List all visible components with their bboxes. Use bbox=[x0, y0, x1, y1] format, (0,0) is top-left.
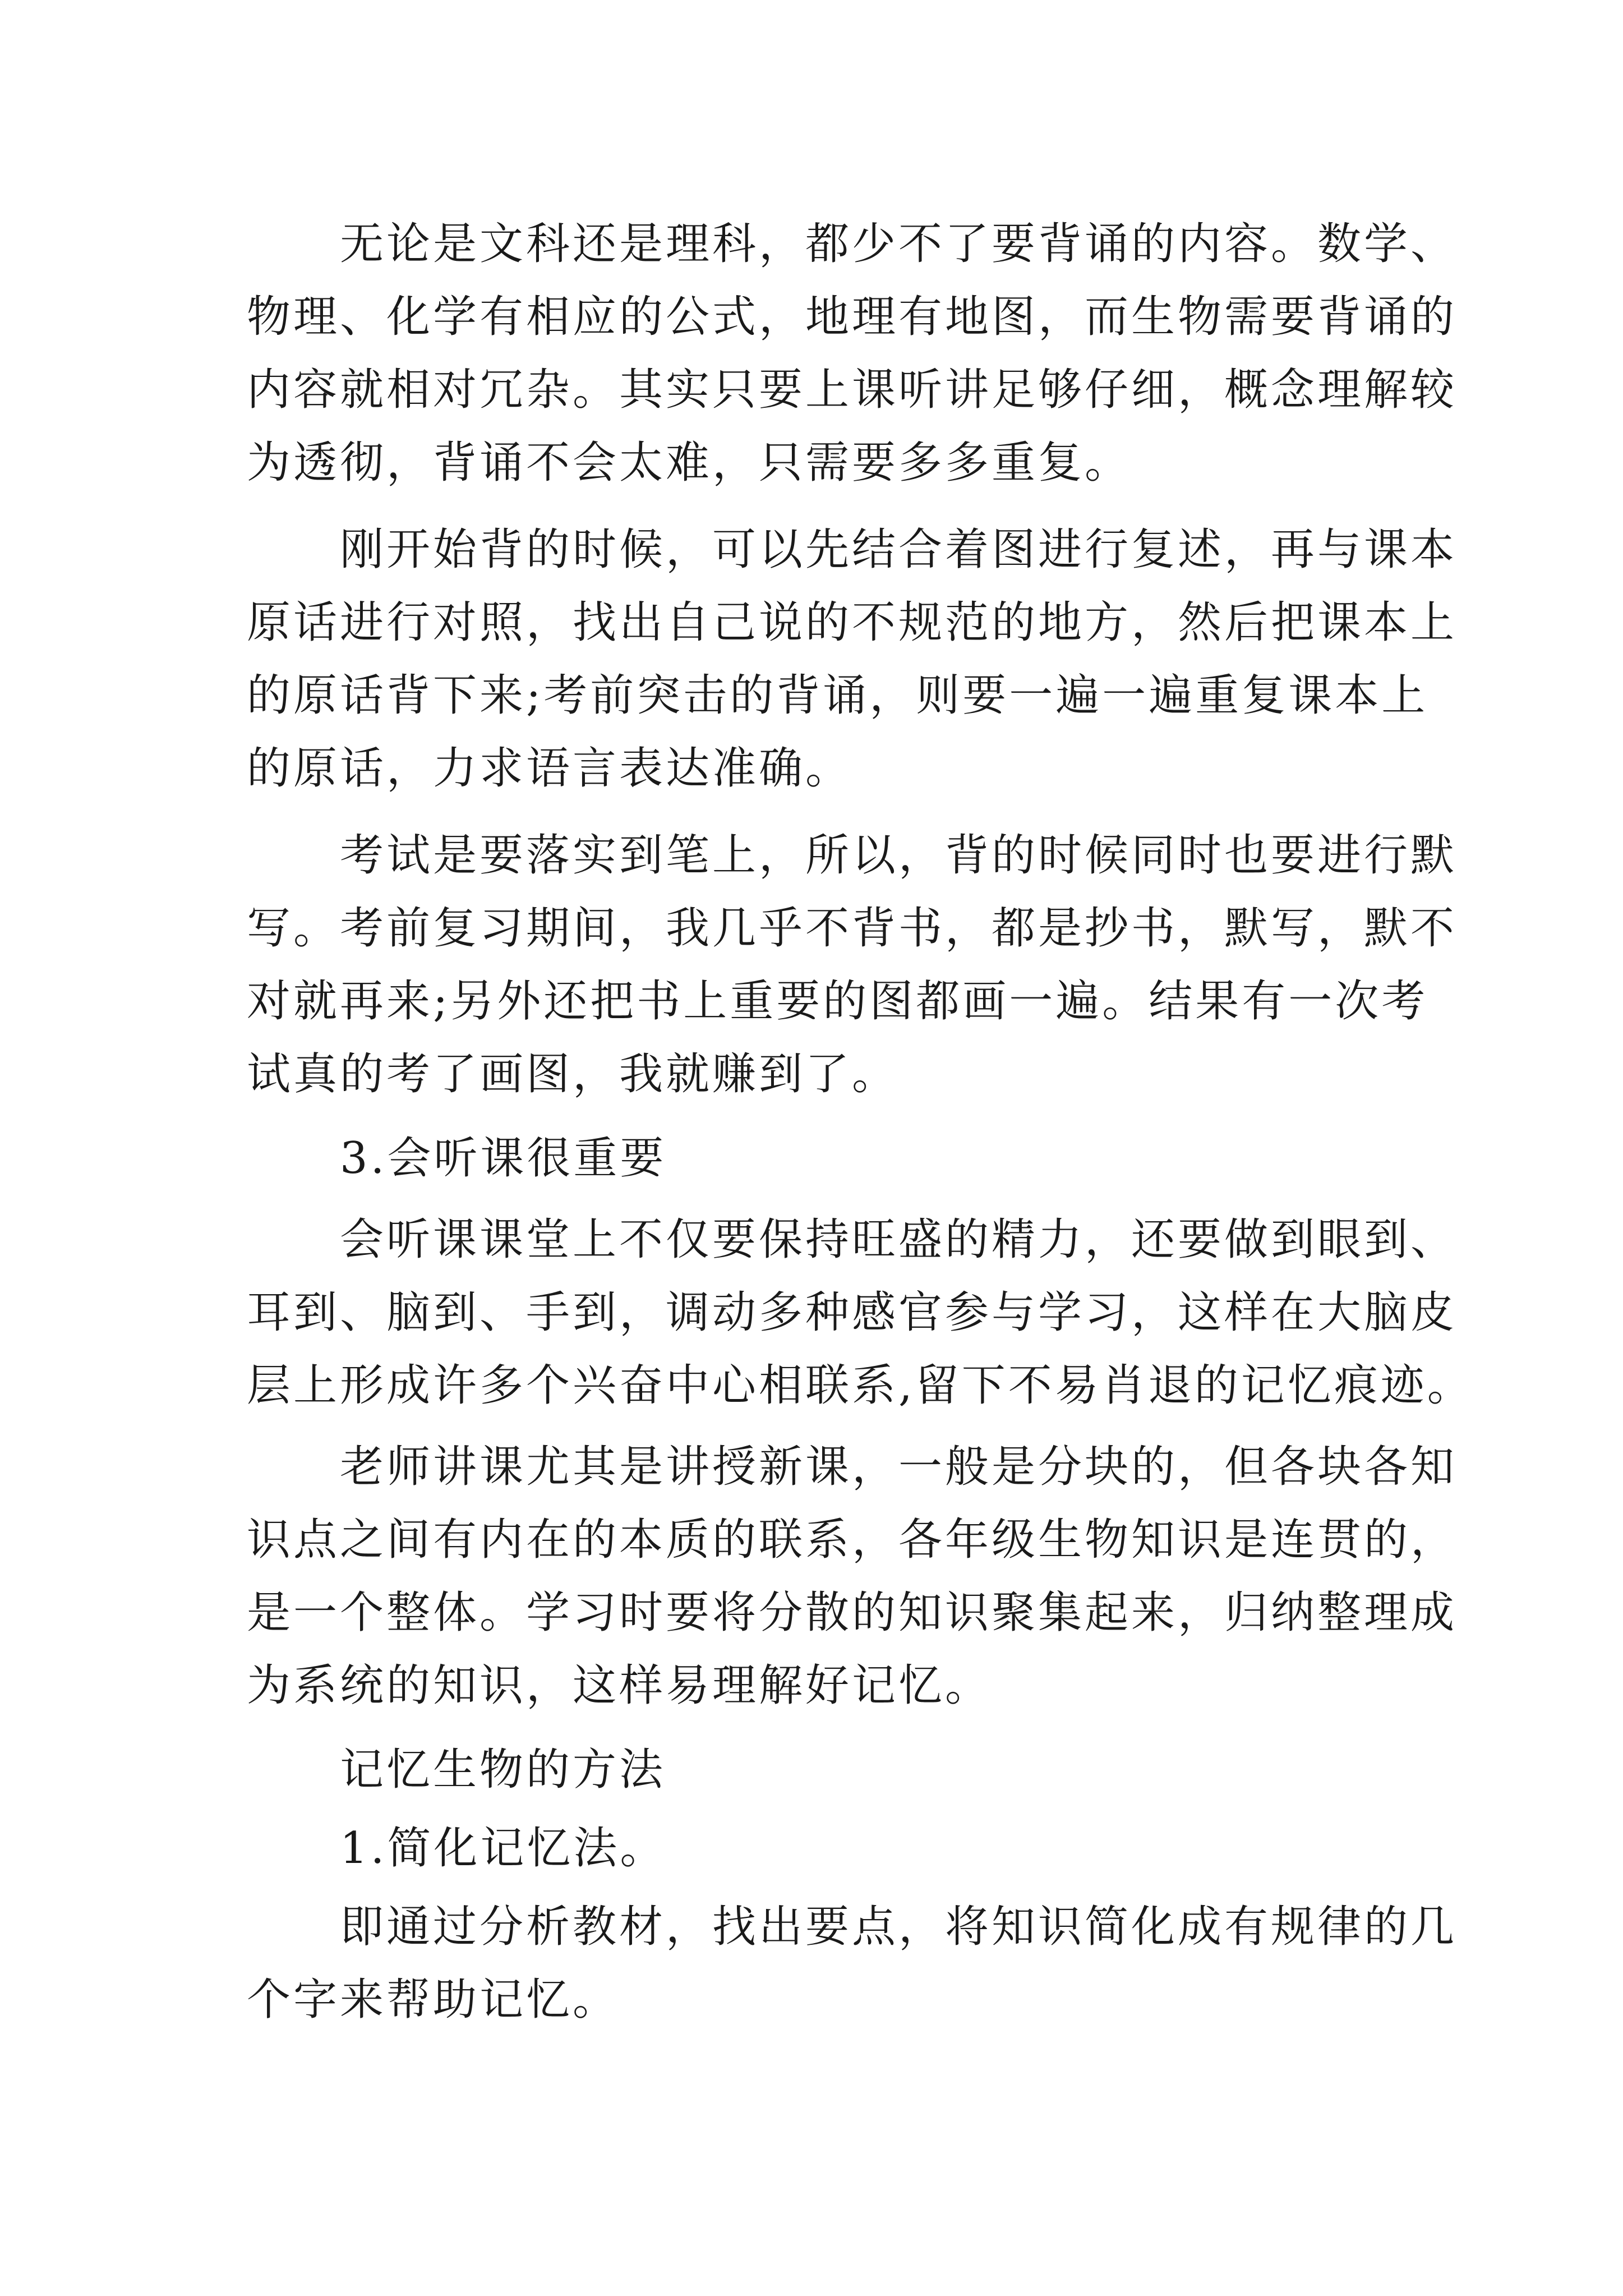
paragraph-line: 会听课课堂上不仅要保持旺盛的精力，还要做到眼到、 bbox=[247, 1214, 1458, 1265]
paragraph-line: 的原话背下来;考前突击的背诵，则要一遍一遍重复课本上 bbox=[247, 670, 1428, 721]
paragraph-line: 为透彻，背诵不会太难，只需要多多重复。 bbox=[247, 438, 1132, 488]
paragraph-line: 内容就相对冗杂。其实只要上课听讲足够仔细，概念理解较 bbox=[247, 365, 1458, 415]
paragraph-line: 写。考前复习期间，我几乎不背书，都是抄书，默写，默不 bbox=[247, 903, 1458, 954]
paragraph-line: 对就再来;另外还把书上重要的图都画一遍。结果有一次考 bbox=[247, 976, 1428, 1027]
paragraph-line: 的原话，力求语言表达准确。 bbox=[247, 743, 852, 794]
paragraph-line: 物理、化学有相应的公式，地理有地图，而生物需要背诵的 bbox=[247, 292, 1458, 342]
section-heading: 1.简化记忆法。 bbox=[247, 1823, 667, 1874]
paragraph-line: 刚开始背的时候，可以先结合着图进行复述，再与课本 bbox=[247, 524, 1458, 575]
paragraph-line: 考试是要落实到笔上，所以，背的时候同时也要进行默 bbox=[247, 830, 1458, 881]
section-heading: 3.会听课很重要 bbox=[247, 1133, 667, 1184]
paragraph-line: 为系统的知识，这样易理解好记忆。 bbox=[247, 1660, 992, 1711]
paragraph-line: 层上形成许多个兴奋中心相联系,留下不易肖退的记忆痕迹。 bbox=[247, 1360, 1474, 1411]
section-heading: 记忆生物的方法 bbox=[247, 1745, 666, 1795]
paragraph-line: 无论是文科还是理科，都少不了要背诵的内容。数学、 bbox=[247, 219, 1458, 269]
paragraph-line: 试真的考了画图，我就赚到了。 bbox=[247, 1049, 899, 1099]
paragraph-line: 即通过分析教材，找出要点，将知识简化成有规律的几 bbox=[247, 1902, 1458, 1952]
paragraph-line: 个字来帮助记忆。 bbox=[247, 1975, 620, 2025]
paragraph-line: 耳到、脑到、手到，调动多种感官参与学习，这样在大脑皮 bbox=[247, 1287, 1458, 1338]
paragraph-line: 是一个整体。学习时要将分散的知识聚集起来，归纳整理成 bbox=[247, 1588, 1458, 1638]
paragraph-line: 识点之间有内在的本质的联系，各年级生物知识是连贯的， bbox=[247, 1515, 1458, 1565]
paragraph-line: 老师讲课尤其是讲授新课，一般是分块的，但各块各知 bbox=[247, 1442, 1458, 1492]
paragraph-line: 原话进行对照，找出自己说的不规范的地方，然后把课本上 bbox=[247, 597, 1458, 648]
